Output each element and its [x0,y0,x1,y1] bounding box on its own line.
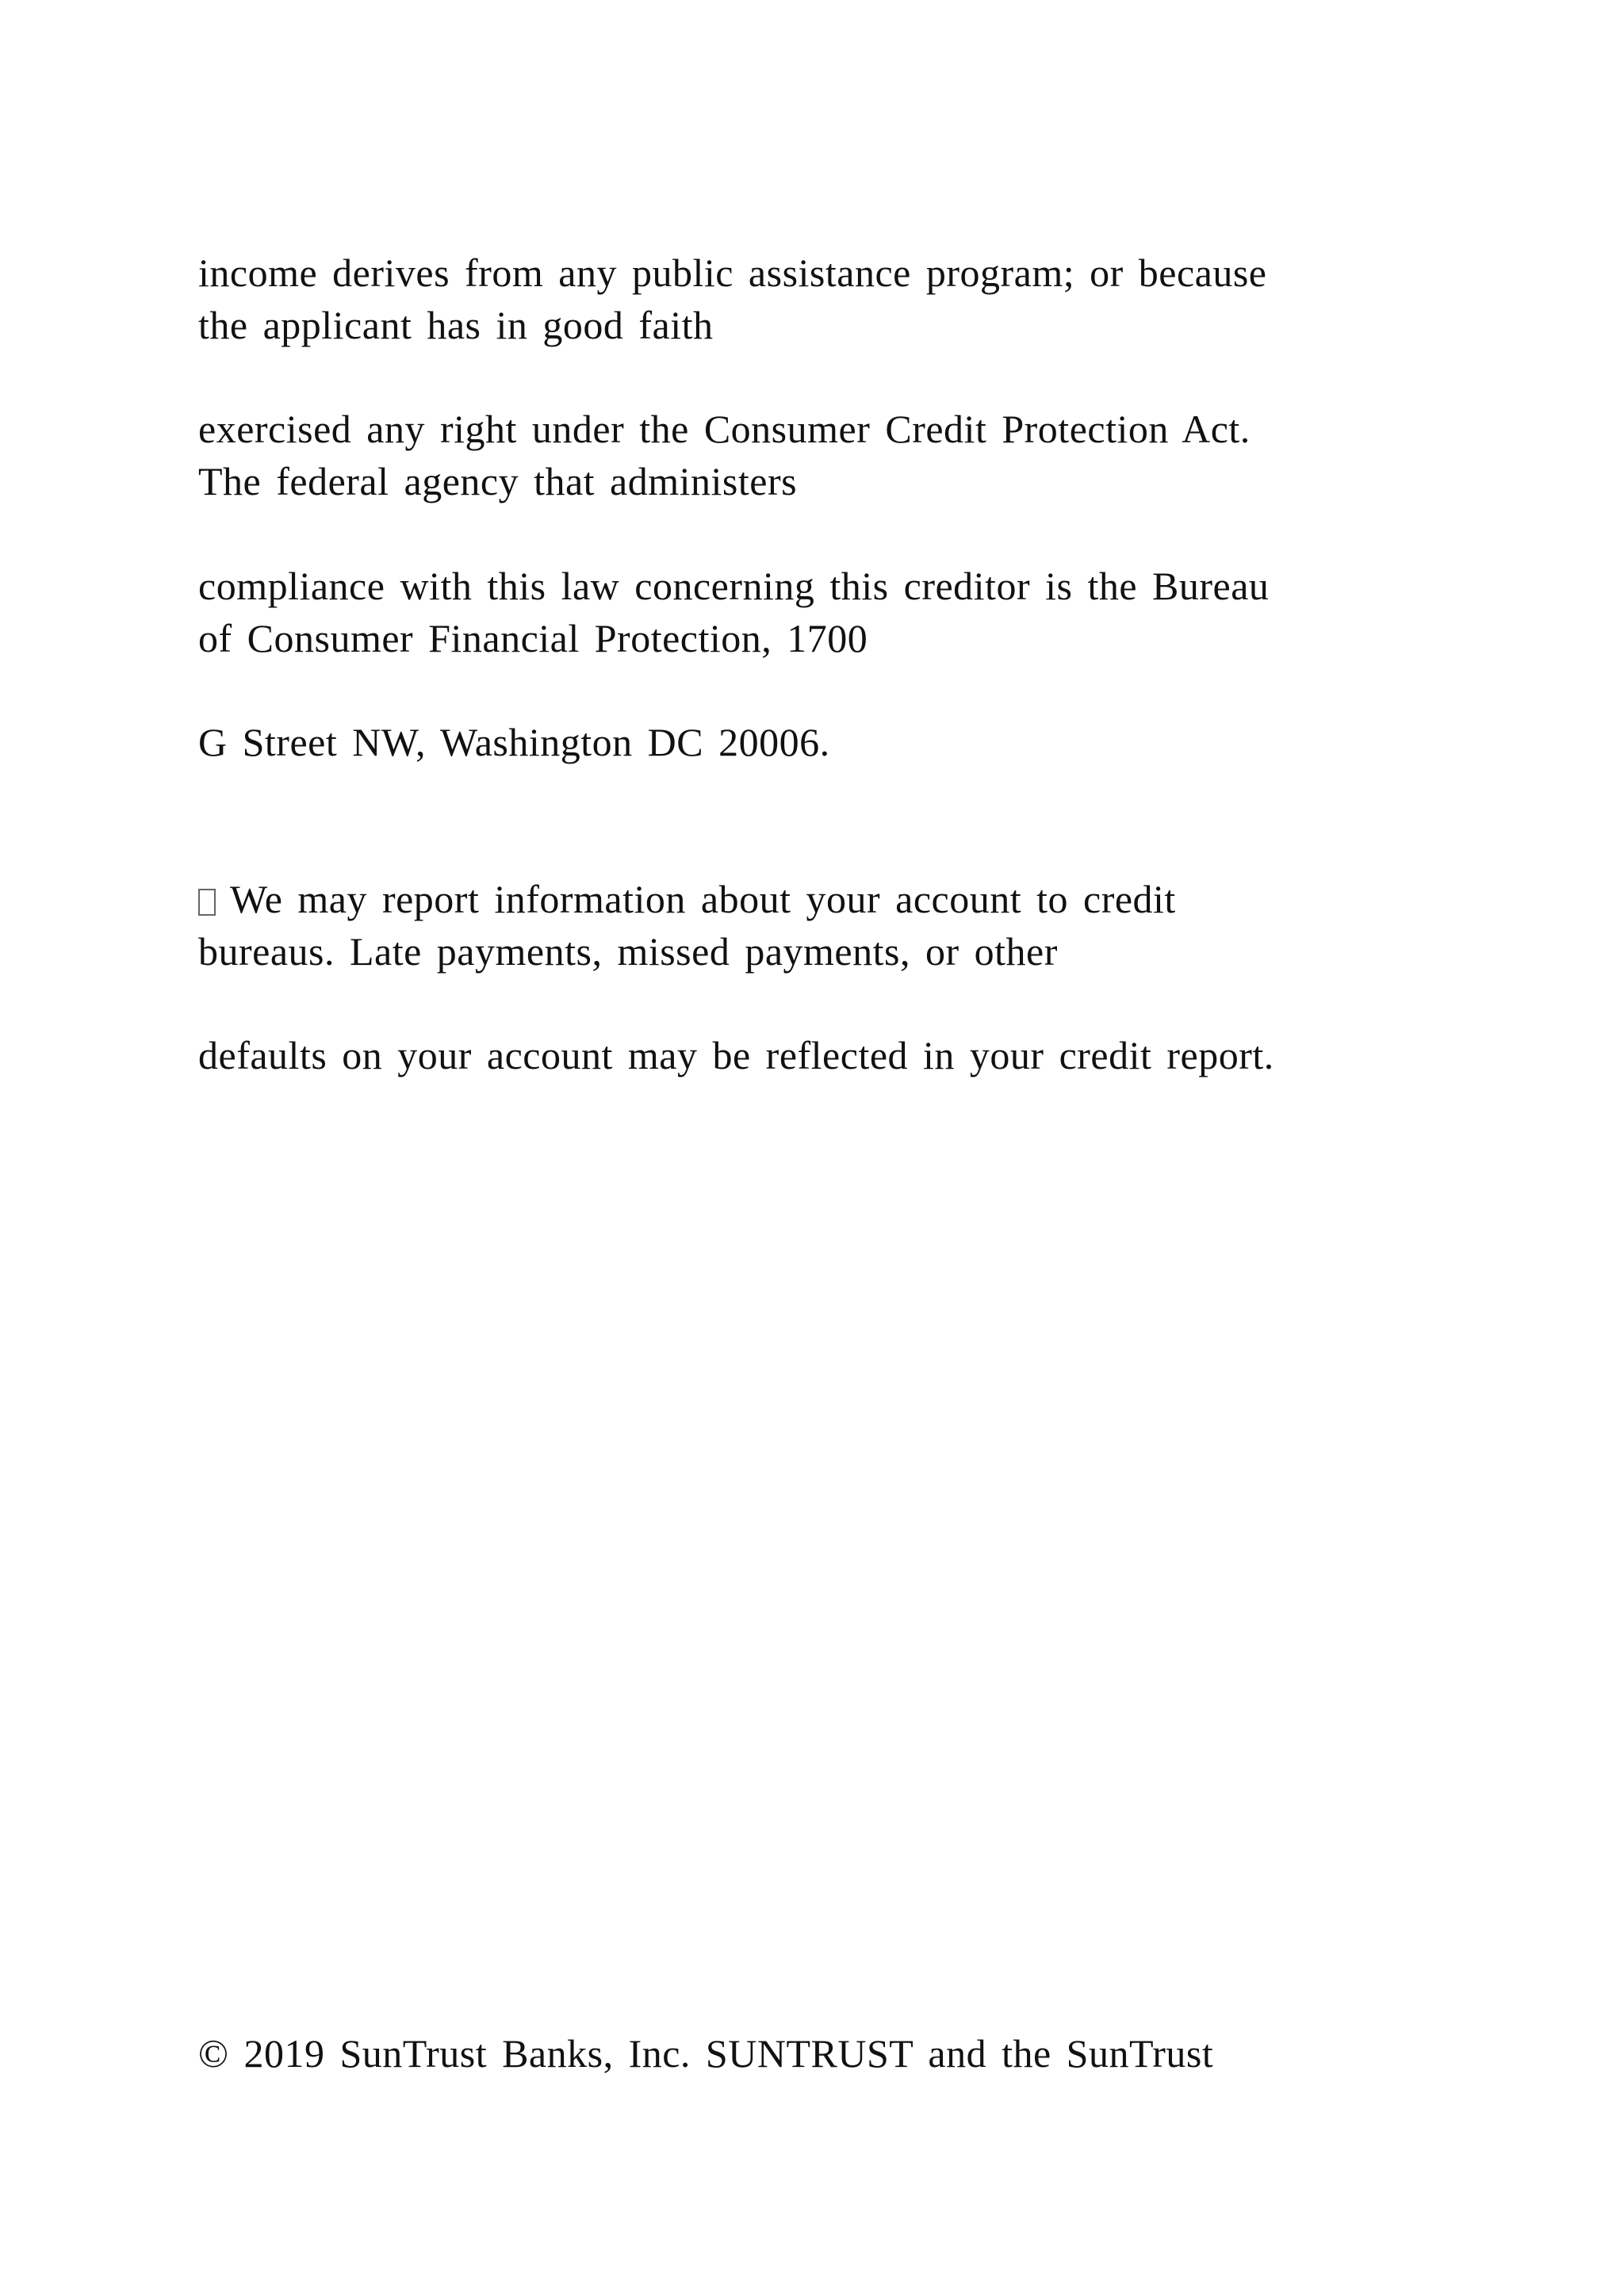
text-line: The federal agency that administers [198,459,798,503]
paragraph-address [198,716,1435,768]
text-line: compliance with this law concerning this creditor is the Bureau [198,564,1270,608]
paragraph-public-assistance [198,247,1435,351]
copyright-footer [198,2027,1435,2080]
text-line: bureaus. Late payments, missed payments, or other [198,929,1058,974]
paragraph-consumer-credit-act [198,403,1435,507]
text-line: of Consumer Financial Protection, 1700 [198,616,868,660]
text-line: We may report information about your account to credit [230,877,1176,921]
footer-text: © 2019 SunTrust Banks, Inc. SUNTRUST and the SunTrust [198,2031,1214,2076]
paragraph-credit-reporting [198,873,1435,978]
text-line-with-bullet [198,873,1435,925]
paragraph-defaults [198,1029,1435,1081]
text-line: the applicant has in good faith [198,303,714,347]
text-line: G Street NW, Washington DC 20006. [198,720,830,764]
text-line: exercised any right under the Consumer Credit Protection Act. [198,407,1251,451]
paragraph-compliance-bureau [198,560,1435,664]
bullet-box-icon [198,889,216,916]
text-line: income derives from any public assistance program; or because [198,251,1267,295]
text-line: defaults on your account may be reflected in your credit report. [198,1033,1274,1077]
